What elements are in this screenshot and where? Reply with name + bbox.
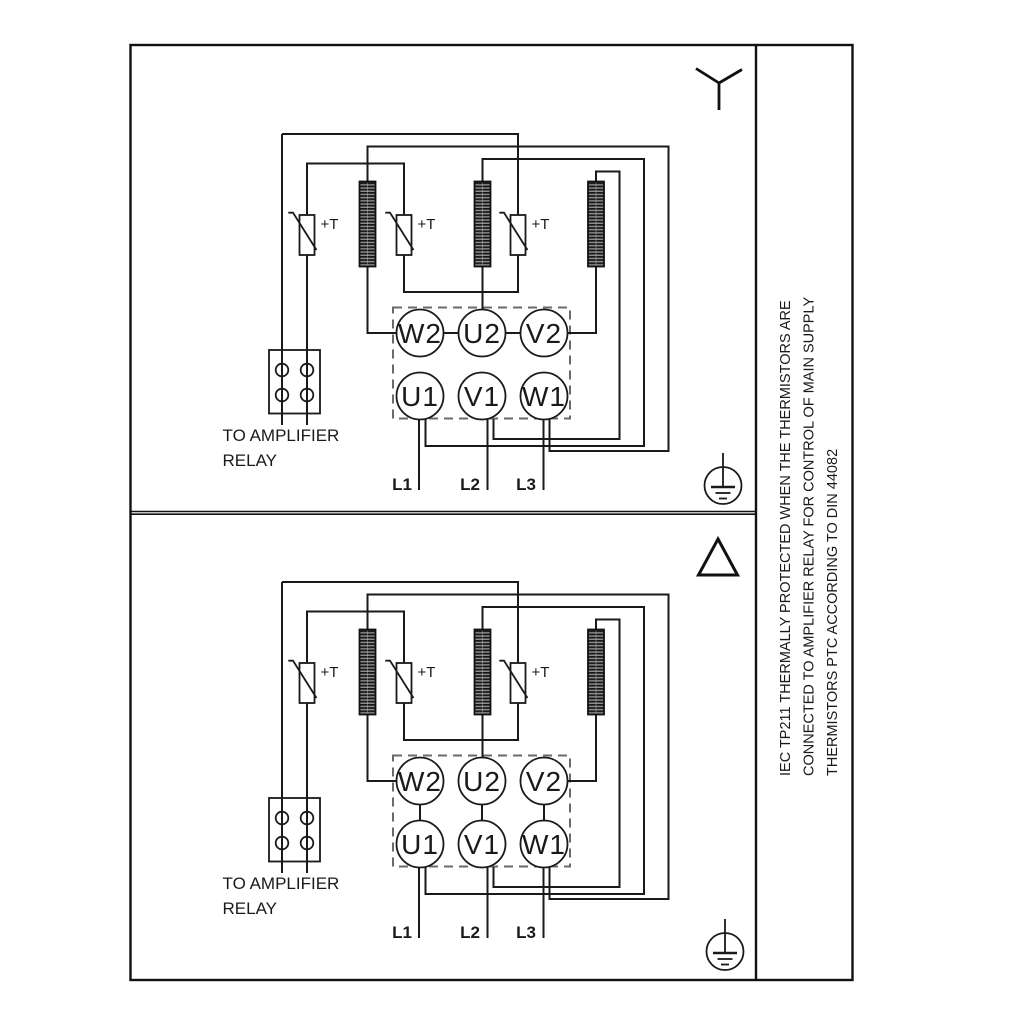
- motor-winding-icon: [475, 630, 491, 715]
- relay-caption: RELAY: [222, 899, 277, 918]
- lead-label-l2: L2: [460, 475, 480, 494]
- winding3-to-v2-wire: [568, 715, 597, 782]
- motor-winding-icon: [360, 630, 376, 715]
- terminal-label: W1: [522, 829, 566, 860]
- panel-delta: [223, 539, 744, 970]
- motor-winding-icon: [588, 630, 604, 715]
- ptc-thermistor-icon: [385, 213, 413, 255]
- side-note-line: IEC TP211 THERMALLY PROTECTED WHEN THE THERMISTORS ARE: [778, 300, 794, 776]
- motor-winding-icon: [588, 182, 604, 267]
- ptc-thermistor-icon: [385, 661, 413, 703]
- terminal-label: W2: [398, 318, 442, 349]
- amplifier-relay-terminals: [269, 798, 320, 862]
- relay-caption: TO AMPLIFIER: [222, 874, 340, 893]
- lead-label-l1: L1: [392, 923, 412, 942]
- side-note-line: CONNECTED TO AMPLIFIER RELAY FOR CONTROL OF MAIN SUPPLY: [801, 296, 818, 776]
- panel-star: [223, 69, 743, 505]
- terminal-label: V1: [463, 829, 501, 860]
- delta-icon: [699, 539, 738, 575]
- protective-earth-ground-icon: [705, 453, 742, 504]
- amplifier-relay-terminals: [269, 350, 320, 414]
- thermistor-label: +T: [417, 216, 436, 233]
- terminal-label: V2: [525, 766, 563, 797]
- terminal-label: W1: [522, 381, 566, 412]
- lead-label-l2: L2: [460, 923, 480, 942]
- terminal-label: W2: [398, 766, 442, 797]
- terminal-label: U1: [401, 381, 439, 412]
- relay-caption: TO AMPLIFIER: [222, 426, 340, 445]
- relay-caption: RELAY: [222, 451, 277, 470]
- side-note-line: THERMISTORS PTC ACCORDING TO DIN 44082: [825, 448, 841, 776]
- thermistor-chain-wire: [404, 703, 518, 740]
- terminal-label: V1: [463, 381, 501, 412]
- ptc-thermistor-icon: [499, 213, 527, 255]
- thermistor-chain-wire: [307, 164, 404, 216]
- ptc-thermistor-icon: [288, 661, 316, 703]
- star-icon: [696, 69, 742, 111]
- terminal-label: U2: [463, 318, 501, 349]
- thermistor-chain-wire: [307, 612, 404, 664]
- thermistor-chain-wire: [404, 255, 518, 292]
- motor-winding-icon: [360, 182, 376, 267]
- motor-winding-icon: [475, 182, 491, 267]
- thermistor-label: +T: [531, 664, 550, 681]
- terminal-label: U2: [463, 766, 501, 797]
- lead-label-l3: L3: [516, 475, 536, 494]
- side-notes: [778, 297, 841, 776]
- ptc-thermistor-icon: [499, 661, 527, 703]
- thermistor-label: +T: [531, 216, 550, 233]
- ptc-thermistor-icon: [288, 213, 316, 255]
- terminal-label: V2: [525, 318, 563, 349]
- winding3-to-v2-wire: [568, 267, 597, 334]
- lead-label-l3: L3: [516, 923, 536, 942]
- protective-earth-ground-icon: [707, 919, 744, 970]
- lead-label-l1: L1: [392, 475, 412, 494]
- thermistor-label: +T: [320, 664, 339, 681]
- thermistor-label: +T: [320, 216, 339, 233]
- terminal-label: U1: [401, 829, 439, 860]
- thermistor-label: +T: [417, 664, 436, 681]
